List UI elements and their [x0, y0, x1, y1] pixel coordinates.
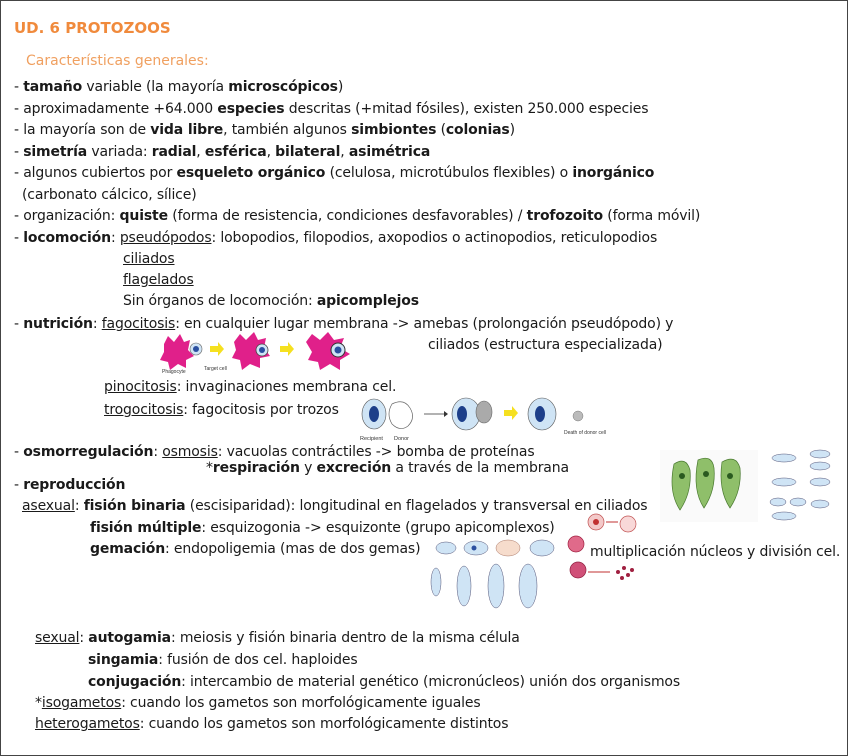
section-subtitle: Características generales: — [26, 53, 209, 69]
line-ciliados: ciliados — [123, 251, 175, 267]
line-ciliados-estructura: ciliados (estructura especializada) — [428, 337, 663, 353]
line-respiracion: *respiración y excreción a través de la membrana — [206, 460, 569, 476]
line-fision-multiple: fisión múltiple: esquizogonia -> esquizonte (grupo apicomplexos) — [90, 520, 555, 536]
phagocyte-label: Phagocyte — [162, 369, 186, 375]
fission-figure — [660, 446, 842, 524]
line-gemacion: gemación: endopoligemia (mas de dos gemas) — [90, 541, 421, 557]
phagocyte-cell-icon — [160, 334, 194, 370]
line-nutricion: - nutrición: fagocitosis: en cualquier lugar membrana -> amebas (prolongación pseudópodo) y — [14, 316, 674, 332]
budding-figure — [424, 534, 564, 614]
arrow-icon — [280, 342, 294, 356]
line-osmorregulacion: - osmorregulación: osmosis: vacuolas contráctiles -> bomba de proteínas — [14, 444, 535, 460]
line-conjugacion: conjugación: intercambio de material genético (micronúcleos) unión dos organismos — [88, 674, 680, 690]
death-label: Death of donor cell — [564, 430, 606, 436]
line-multiplicacion: multiplicación núcleos y división cel. — [590, 544, 841, 560]
line-sexual: sexual: autogamia: meiosis y fisión binaria dentro de la misma célula — [35, 630, 520, 646]
recipient-label: Recipient — [360, 436, 383, 442]
line-asexual: asexual: fisión binaria (escisiparidad): longitudinal en flagelados y transversal en ciliados — [22, 498, 648, 514]
line-flagelados: flagelados — [123, 272, 194, 288]
line-carbonato: (carbonato cálcico, sílice) — [22, 187, 197, 203]
line-simetria: - simetría variada: radial, esférica, bilateral, asimétrica — [14, 144, 431, 160]
cell-icon — [620, 516, 636, 532]
line-trogocitosis: trogocitosis: fagocitosis por trozos — [104, 402, 339, 418]
line-organizacion: - organización: quiste (forma de resistencia, condiciones desfavorables) / trofozoito (forma móvil) — [14, 208, 701, 224]
page-title: UD. 6 PROTOZOOS — [14, 19, 171, 37]
line-isogametos: *isogametos: cuando los gametos son morfológicamente iguales — [35, 695, 481, 711]
phagocytosis-figure — [158, 330, 364, 374]
line-pinocitosis: pinocitosis: invaginaciones membrana cel. — [104, 379, 397, 395]
arrow-icon — [210, 342, 224, 356]
line-singamia: singamia: fusión de dos cel. haploides — [88, 652, 358, 668]
line-vida-libre: - la mayoría son de vida libre, también algunos simbiontes (colonias) — [14, 122, 515, 138]
trogocytosis-figure — [358, 394, 606, 444]
line-apicomplejos: Sin órganos de locomoción: apicomplejos — [123, 293, 419, 309]
line-esqueleto: - algunos cubiertos por esqueleto orgánico (celulosa, microtúbulos flexibles) o inorgánico — [14, 165, 655, 181]
cell-icon — [568, 536, 584, 552]
donor-cell-icon — [389, 402, 413, 429]
bud-cell-icon — [436, 542, 456, 554]
line-heterogametos: heterogametos: cuando los gametos son morfológicamente distintos — [35, 716, 509, 732]
line-locomocion: - locomoción: pseudópodos: lobopodios, filopodios, axopodios o actinopodios, reticulopodios — [14, 230, 658, 246]
cell-icon — [570, 562, 586, 578]
donor-label: Donor — [394, 436, 409, 442]
arrow-icon — [504, 406, 518, 420]
line-tamano: - tamaño variable (la mayoría microscópicos) — [14, 79, 344, 95]
paramecium-icon — [772, 454, 796, 462]
line-especies: - aproximadamente +64.000 especies descritas (+mitad fósiles), existen 250.000 especies — [14, 101, 649, 117]
target-label: Target cell — [204, 366, 227, 372]
line-reproduccion: - reproducción — [14, 477, 126, 493]
dead-cell-icon — [573, 411, 583, 421]
